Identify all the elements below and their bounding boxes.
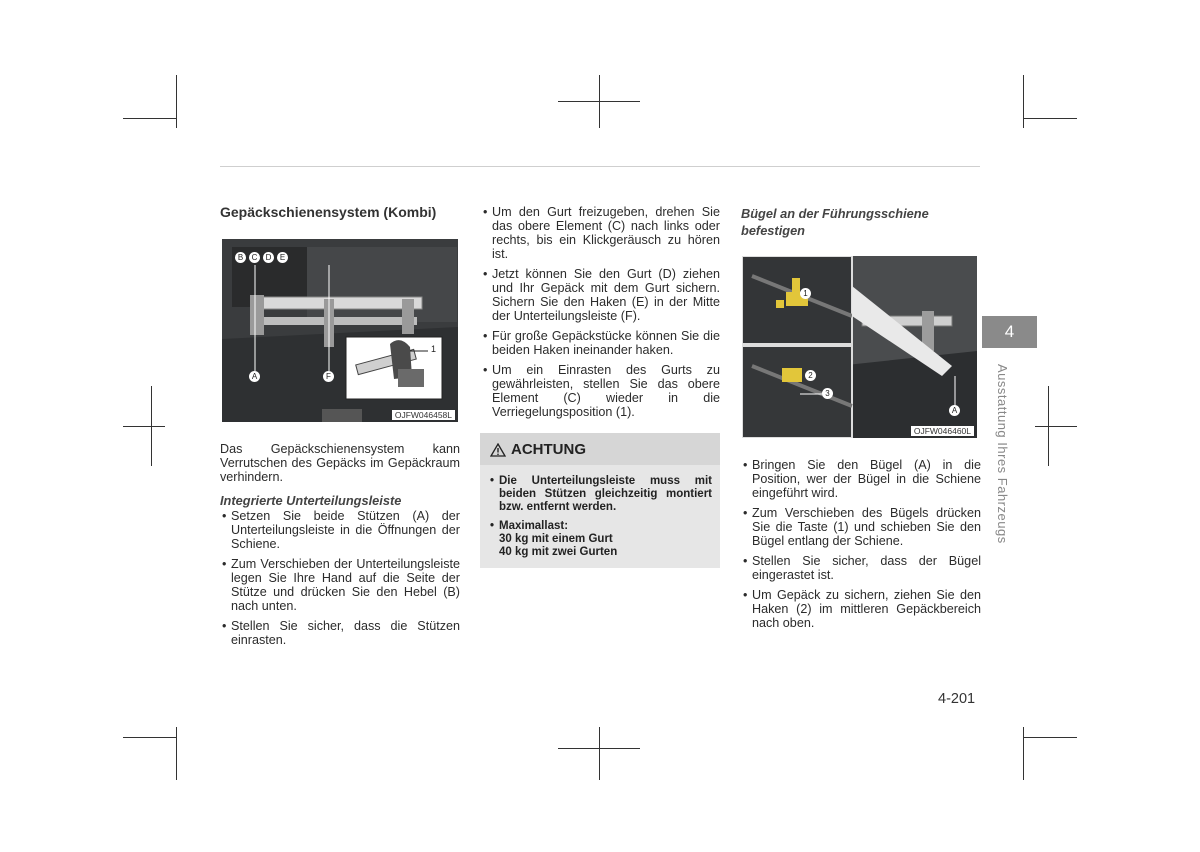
figure-rail-bracket — [742, 256, 977, 438]
cargo-divider-illustration — [222, 239, 458, 422]
warning-title — [490, 441, 586, 458]
left-bullet-list — [220, 509, 460, 647]
chapter-number: 4 — [1004, 322, 1015, 341]
warning-header — [480, 433, 720, 465]
figure-label-e: E — [277, 252, 288, 263]
rail-bracket-illustration — [742, 256, 977, 438]
list-item: • Für große Gepäckstücke können Sie die beiden Haken ineinander haken. — [481, 329, 720, 357]
figure-label-f: F — [323, 371, 334, 382]
list-item: • Zum Verschieben der Unterteilungsleiste legen Sie Ihre Hand auf die Seite der Stütze und drücken Sie den Hebel (B) nach unten. — [220, 557, 460, 613]
list-item: • Setzen Sie beide Stützen (A) der Unterteilungsleiste in die Öffnungen der Schiene. — [220, 509, 460, 551]
left-column — [220, 205, 460, 219]
list-item: • Zum Verschieben des Bügels drücken Sie die Taste (1) und schieben Sie den Bügel entlang der Schiene. — [741, 506, 981, 548]
figure-label-1: 1 — [800, 288, 811, 299]
left-text — [220, 442, 460, 653]
figure-label-d: D — [263, 252, 274, 263]
list-item: • Stellen Sie sicher, dass die Stützen einrasten. — [220, 619, 460, 647]
middle-column — [481, 205, 720, 425]
figure-label-b: B — [235, 252, 246, 263]
figure-label-3: 3 — [822, 388, 833, 399]
list-item: • Bringen Sie den Bügel (A) in die Position, wer der Bügel in die Schiene eingeführt wird. — [741, 458, 981, 500]
list-item: • Um Gepäck zu sichern, ziehen Sie den Haken (2) im mittleren Gepäckbereich nach oben. — [741, 588, 981, 630]
figure-label-2: 2 — [805, 370, 816, 381]
figure-cargo-divider — [222, 239, 458, 422]
right-subsection-title-line1: Bügel an der Führungsschiene — [741, 206, 929, 221]
list-item: • Jetzt können Sie den Gurt (D) ziehen und Ihr Gepäck mit dem Gurt sichern. Sichern Sie den Haken (E) in der Mitte der Unterteilungsleiste (F). — [481, 267, 720, 323]
middle-bullet-list — [481, 205, 720, 419]
intro-paragraph: Das Gepäckschienensystem kann Verrutschen des Gepäcks im Gepäckraum verhindern. — [220, 442, 460, 484]
chapter-title-vertical — [995, 364, 1020, 564]
section-title: Gepäckschienensystem (Kombi) — [220, 204, 437, 220]
subsection-title: Integrierte Unterteilungsleiste — [220, 493, 402, 508]
figure-code: OJFW046458L — [392, 410, 455, 420]
figure-label-a: A — [249, 371, 260, 382]
right-subsection-title-line2: befestigen — [741, 223, 805, 238]
warning-title-text: ACHTUNG — [511, 441, 586, 458]
chapter-tab — [982, 316, 1037, 348]
list-item: • Um ein Einrasten des Gurts zu gewährleisten, stellen Sie das obere Element (C) wieder in die Verriegelungsposition (1). — [481, 363, 720, 419]
figure-label-c: C — [249, 252, 260, 263]
list-item: • Um den Gurt freizugeben, drehen Sie das obere Element (C) nach links oder rechts, bis ein Klickgeräusch zu hören ist. — [481, 205, 720, 261]
page-number: 4-201 — [938, 691, 976, 707]
figure-code: OJFW046460L — [911, 426, 974, 436]
warning-item: • Die Unterteilungsleiste muss mit beiden Stützen gleichzeitig montiert bzw. entfernt werden. — [488, 475, 712, 514]
right-text — [741, 458, 981, 636]
chapter-title-text: Ausstattung Ihres Fahrzeugs — [995, 364, 1010, 544]
warning-list — [488, 475, 712, 565]
figure-label-a: A — [949, 405, 960, 416]
warning-icon — [490, 443, 506, 457]
list-item: • Stellen Sie sicher, dass der Bügel eingerastet ist. — [741, 554, 981, 582]
right-bullet-list — [741, 458, 981, 630]
header-rule — [220, 166, 980, 167]
figure-label-1: 1 — [431, 344, 437, 354]
right-column-heading — [741, 205, 981, 239]
warning-item: • Maximallast: 30 kg mit einem Gurt 40 kg mit zwei Gurten — [488, 520, 712, 559]
warning-box — [480, 433, 720, 568]
